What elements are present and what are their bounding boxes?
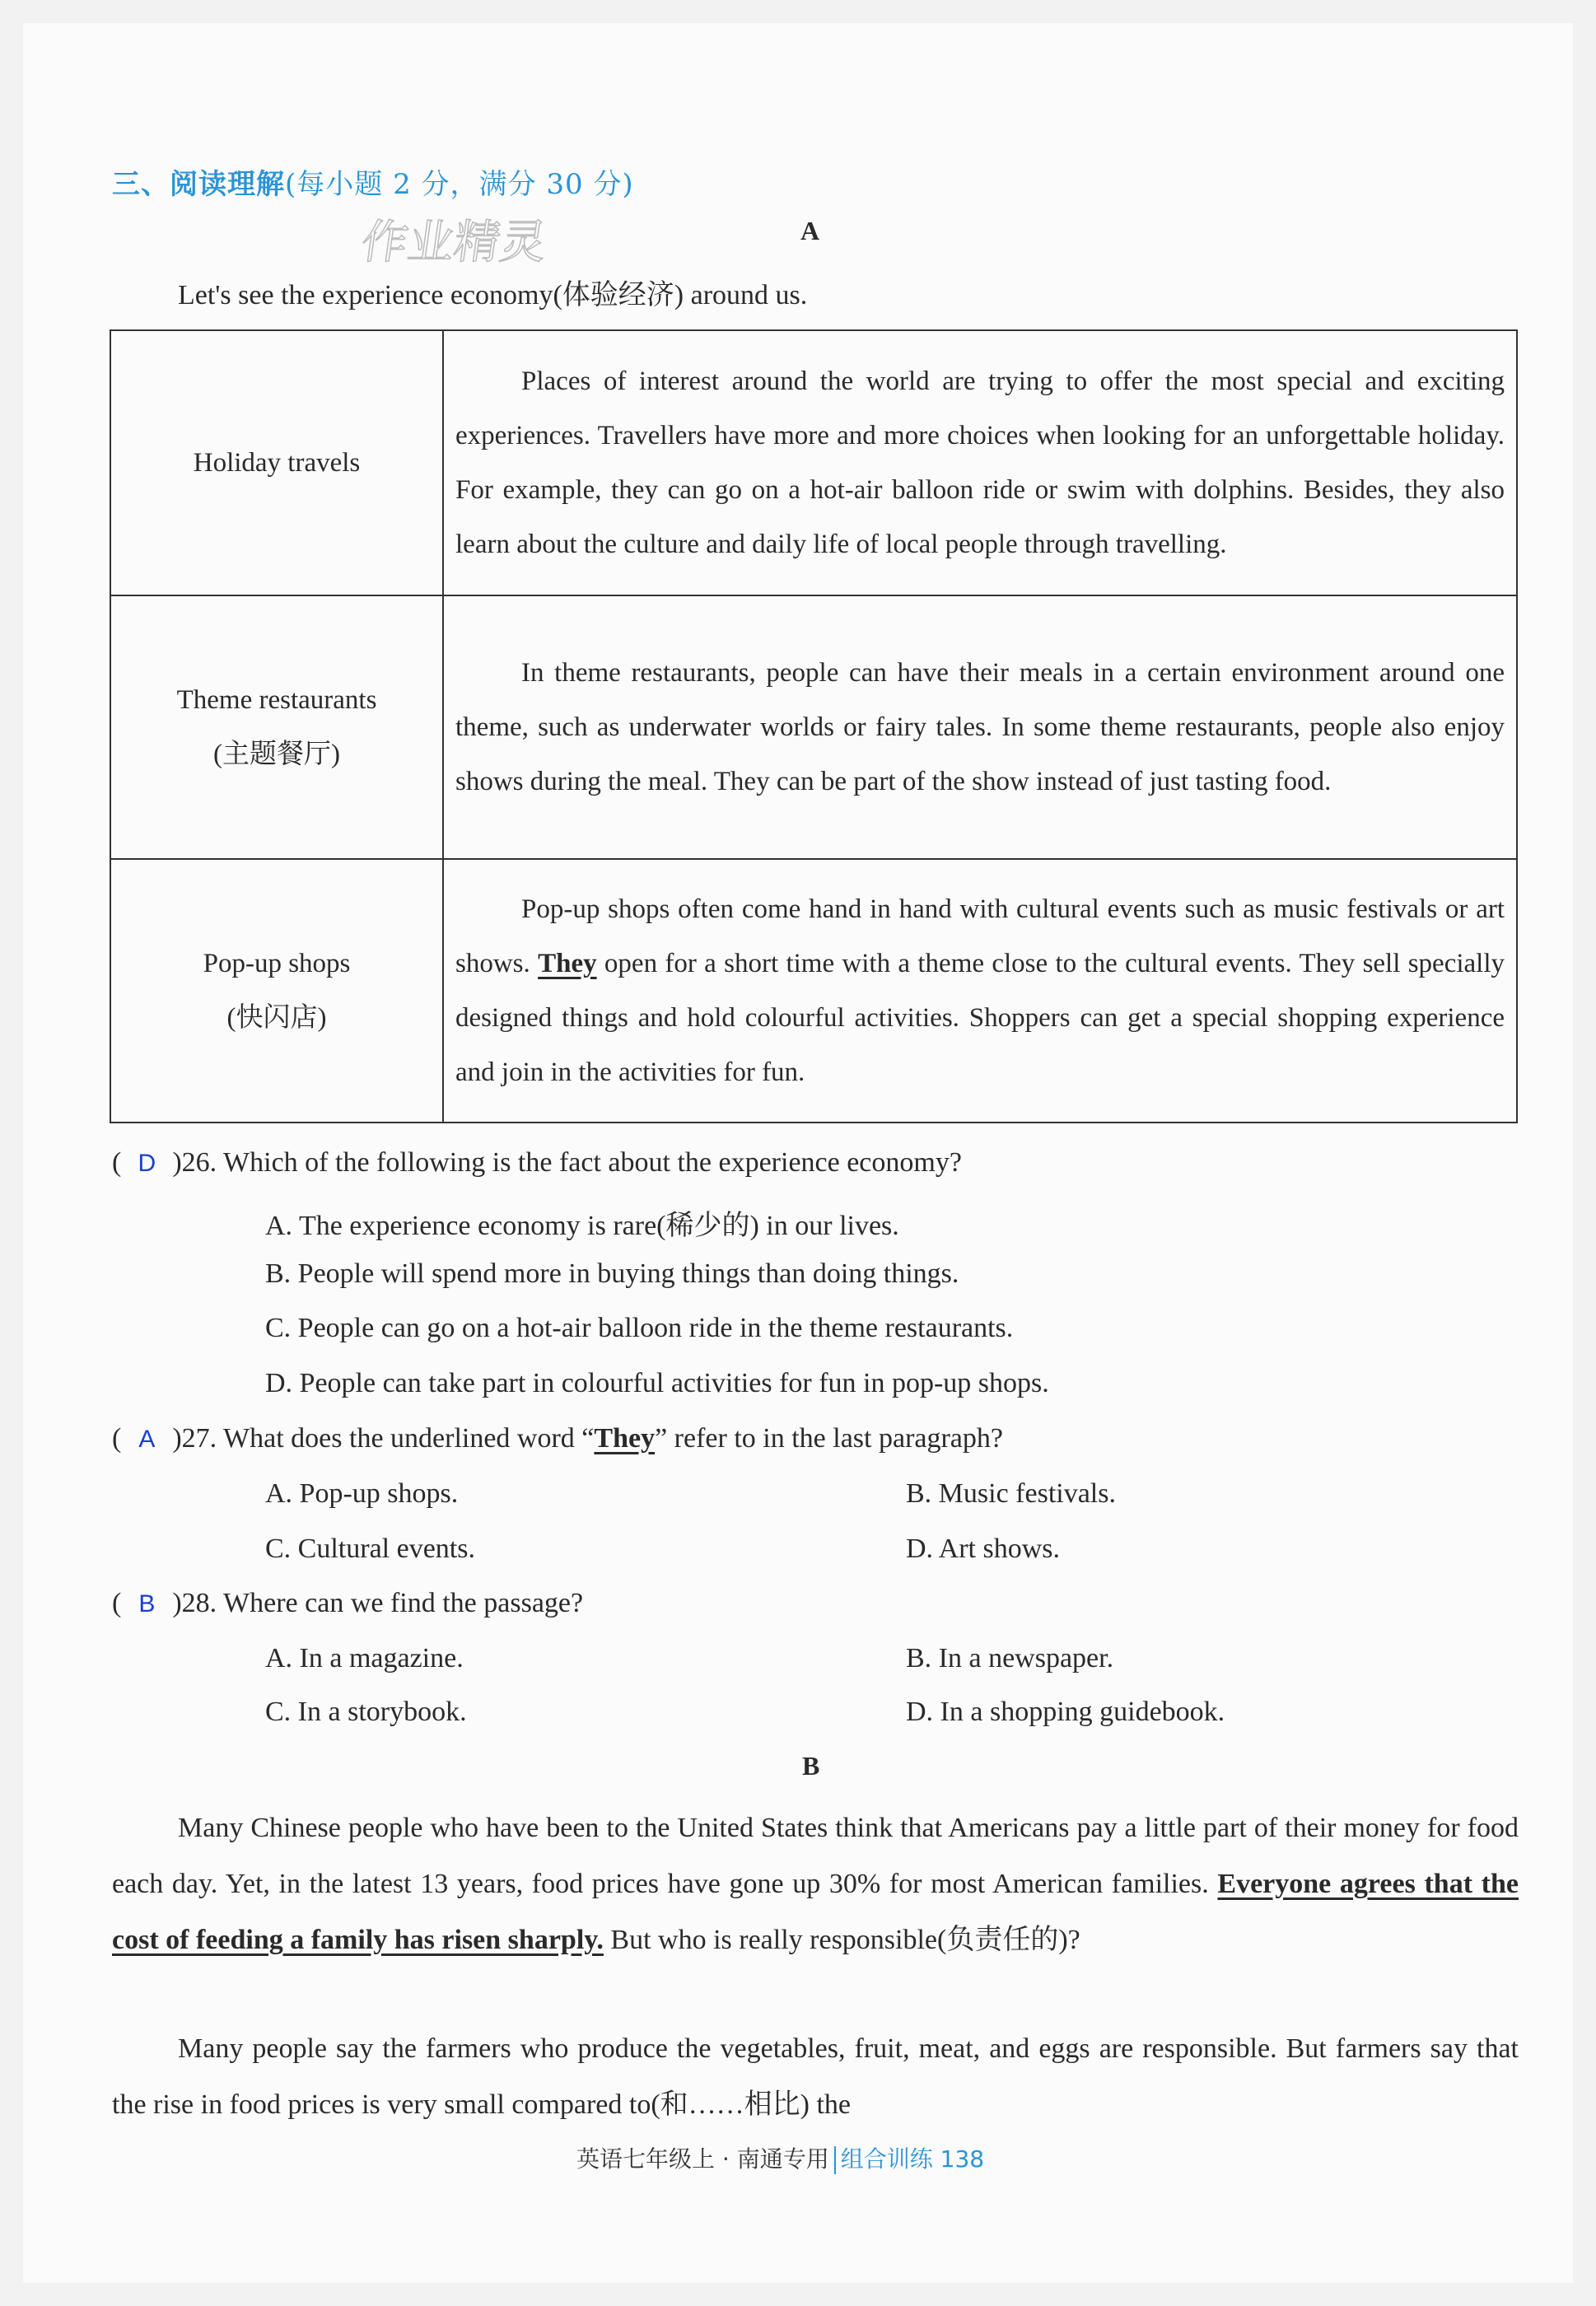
question-text: What does the underlined word “ xyxy=(223,1423,595,1454)
option: D. People can take part in colourful activities for fun in pop-up shops. xyxy=(265,1368,1049,1398)
passage-b-paragraph-2 xyxy=(112,2021,1519,2133)
category-label: Theme restaurants xyxy=(176,685,377,715)
description-cell xyxy=(443,859,1517,1123)
question-number: 26. xyxy=(181,1147,217,1178)
option: A. The experience economy is rare(稀少的) in our lives. xyxy=(265,1211,899,1241)
option: A. Pop-up shops. xyxy=(265,1478,459,1509)
option: D. In a shopping guidebook. xyxy=(906,1697,1225,1727)
underlined-word: They xyxy=(594,1423,656,1454)
option: A. In a magazine. xyxy=(265,1643,464,1673)
section-score-note: (每小题 2 分，满分 30 分) xyxy=(285,168,634,201)
question-text: Where can we find the passage? xyxy=(223,1588,584,1618)
passage-a-label: A xyxy=(800,216,820,245)
page-number: 138 xyxy=(940,2145,985,2173)
paragraph-text: Many Chinese people who have been to the United States think that Americans pay a little part of their money for food each day. Yet, in the latest 13 years, food prices have gone up 30% for most American families. xyxy=(112,1813,1519,1899)
table-row xyxy=(110,330,1517,595)
passage-a-intro: Let's see the experience economy(体验经济) around us. xyxy=(178,280,808,310)
category-label: Pop-up shops xyxy=(203,949,351,978)
experience-table xyxy=(110,329,1518,1123)
category-label-cn: (主题餐厅) xyxy=(213,740,340,769)
page-footer xyxy=(576,2141,984,2174)
option: C. Cultural events. xyxy=(265,1533,475,1564)
passage-b-label: B xyxy=(802,1751,820,1781)
table-row xyxy=(110,595,1517,859)
question-text: ” refer to in the last paragraph? xyxy=(655,1423,1003,1454)
watermark: 作业精灵 xyxy=(357,216,550,269)
description-text: open for a short time with a theme close to the cultural events. They sell specially designed things and hold colourful activities. Shoppers can get a special shopping experience and join in the activities for fun. xyxy=(455,949,1505,1087)
question-28: ( B )28. Where can we find the passage? xyxy=(112,1588,584,1618)
option: C. People can go on a hot-air balloon ride in the theme restaurants. xyxy=(265,1313,1014,1343)
question-number: 27. xyxy=(181,1423,217,1454)
description-cell xyxy=(443,330,1517,595)
category-label-cn: (快闪店) xyxy=(226,1003,327,1033)
category-cell xyxy=(110,595,443,859)
option: B. In a newspaper. xyxy=(906,1643,1114,1673)
category-label: Holiday travels xyxy=(193,448,361,478)
description-text: Places of interest around the world are trying to offer the most special and exciting experiences. Travellers have more and more choices when looking for an unforgettable holiday. For example, they can go on a hot-air balloon ride or swim with dolphins. Besides, they also learn about the culture and daily life of local people through travelling. xyxy=(455,366,1505,559)
answer-blank[interactable]: A xyxy=(138,1426,156,1453)
question-text: Which of the following is the fact about the experience economy? xyxy=(223,1147,962,1178)
description-cell xyxy=(443,595,1517,859)
table-row xyxy=(110,859,1517,1123)
section-title: 三、阅读理解 xyxy=(112,168,285,201)
question-27: ( A )27. What does the underlined word “They” refer to in the last paragraph? xyxy=(112,1423,1003,1454)
paragraph-text: Many people say the farmers who produce the vegetables, fruit, meat, and eggs are responsible. But farmers say that the rise in food prices is very small compared to(和……相比) the xyxy=(112,2033,1519,2120)
option: B. Music festivals. xyxy=(906,1478,1116,1509)
paragraph-text: But who is really responsible(负责任的)? xyxy=(603,1925,1080,1955)
description-text: In theme restaurants, people can have their meals in a certain environment around one theme, such as underwater worlds or fairy tales. In some theme restaurants, people also enjoy shows during the meal. They can be part of the show instead of just tasting food. xyxy=(455,658,1505,796)
category-cell xyxy=(110,859,443,1123)
question-number: 28. xyxy=(181,1588,217,1618)
footer-divider xyxy=(834,2146,836,2174)
footer-section: 组合训练 xyxy=(840,2145,933,2173)
option: C. In a storybook. xyxy=(265,1697,467,1727)
underlined-word: They xyxy=(538,949,597,978)
option: B. People will spend more in buying things than doing things. xyxy=(265,1258,959,1289)
answer-blank[interactable]: D xyxy=(138,1150,156,1177)
option: D. Art shows. xyxy=(906,1533,1061,1564)
underlined-sentence: Everyone agrees that the cost of feeding a family has risen sharply. xyxy=(112,1869,1519,1955)
book-title: 英语七年级上 · 南通专用 xyxy=(576,2145,829,2173)
category-cell xyxy=(110,330,443,595)
question-26: ( D )26. Which of the following is the fact about the experience economy? xyxy=(112,1147,962,1178)
answer-blank[interactable]: B xyxy=(138,1590,156,1617)
passage-b-paragraph-1 xyxy=(112,1800,1519,1968)
description-text: Pop-up shops often come hand in hand with cultural events such as music festivals or art shows. xyxy=(455,894,1505,978)
section-heading xyxy=(112,161,634,202)
